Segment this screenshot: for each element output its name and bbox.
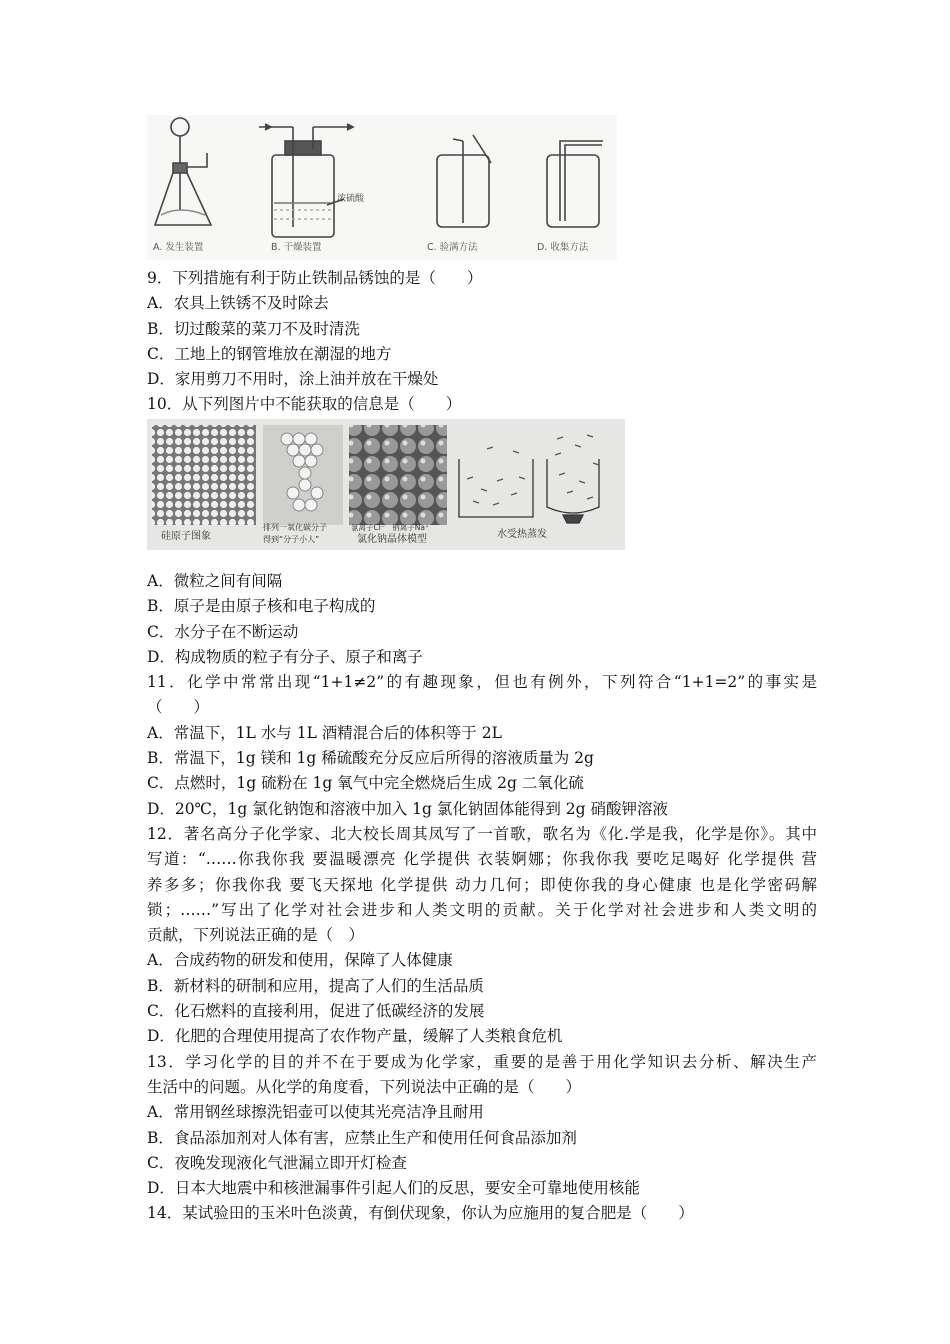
- q12-option-d: D．化肥的合理使用提高了农作物产量，缓解了人类粮食危机: [147, 1027, 563, 1046]
- q13-option-c: C．夜晚发现液化气泄漏立即开灯检查: [147, 1153, 407, 1172]
- caption-d: D. 收集方法: [537, 242, 589, 253]
- evaporation-image: [459, 459, 599, 523]
- q10-option-a: A．微粒之间有间隔: [147, 572, 283, 590]
- q10-stem: 10．从下列图片中不能获取的信息是（ ）: [147, 395, 462, 414]
- panel3-caption: 氯化钠晶体模型: [357, 534, 427, 545]
- q12-stem-line3: 养多多；你我你我 要飞天探地 化学提供 动力几何；即使你我的身心健康 也是化学密码解: [147, 875, 817, 894]
- q9-option-a: A．农具上铁锈不及时除去: [147, 294, 329, 313]
- caption-c: C. 验满方法: [427, 242, 478, 253]
- q11-stem-line1: 11．化学中常常出现“1+1≠2”的有趣现象，但也有例外，下列符合“1+1=2”的事实是: [147, 673, 817, 692]
- q9-option-c: C．工地上的钢管堆放在潮湿的地方: [147, 344, 392, 363]
- funnel-bulb: [171, 118, 189, 136]
- particles-figure: [147, 419, 625, 550]
- acid-label: 浓硫酸: [337, 194, 365, 204]
- panel4-caption: 水受热蒸发: [497, 529, 547, 540]
- q12-stem-line4: 锁；……”写出了化学对社会进步和人类文明的贡献。关于化学对社会进步和人类文明的: [147, 900, 817, 919]
- panel2-caption-line2: 得到“分子小人”: [263, 535, 320, 544]
- apparatus-drawing: [147, 115, 617, 260]
- q9-option-b: B．切过酸菜的菜刀不及时清洗: [147, 319, 360, 338]
- q12-stem-line1: 12．著名高分子化学家、北大校长周其凤写了一首歌，歌名为《化.学是我，化学是你》。其中: [147, 824, 817, 843]
- q11-option-c: C．点燃时，1g 硫粉在 1g 氧气中完全燃烧后生成 2g 二氧化硫: [147, 774, 584, 793]
- q12-option-a: A．合成药物的研发和使用，保障了人体健康: [147, 951, 453, 970]
- q9-stem: 9．下列措施有利于防止铁制品锈蚀的是（ ）: [147, 269, 483, 287]
- q10-option-c: C．水分子在不断运动: [147, 622, 299, 641]
- q10-option-d: D．构成物质的粒子有分子、原子和离子: [147, 647, 423, 666]
- q11-option-d: D．20℃，1g 氯化钠饱和溶液中加入 1g 氯化钠固体能得到 2g 硝酸钾溶液: [147, 799, 668, 818]
- question-block-main: [147, 569, 817, 1227]
- nacl-crystal-image: [349, 425, 447, 525]
- q11-option-b: B．常温下，1g 镁和 1g 稀硫酸充分反应后所得的溶液质量为 2g: [147, 749, 594, 768]
- q14-stem: 14．某试验田的玉米叶色淡黄，有倒伏现象，你认为应施用的复合肥是（ ）: [147, 1204, 694, 1223]
- panel1-caption: 硅原子图象: [161, 531, 211, 542]
- q12-option-b: B．新材料的研制和应用，提高了人们的生活品质: [147, 976, 484, 995]
- question-9: [147, 266, 817, 418]
- particles-drawing: [147, 419, 625, 550]
- caption-a: A. 发生装置: [153, 242, 204, 253]
- q12-stem-line2: 写道：“……你我你我 要温暖漂亮 化学提供 衣装婀娜；你我你我 要吃足喝好 化学提供 营: [147, 850, 817, 869]
- caption-b: B. 干燥装置: [271, 242, 322, 253]
- panel3-ions-label: 氯离子Cl⁻ 钠离子Na⁺: [351, 523, 429, 532]
- q12-option-c: C．化石燃料的直接利用，促进了低碳经济的发展: [147, 1002, 485, 1021]
- q11-stem-line2: （ ）: [147, 698, 210, 717]
- q13-option-b: B．食品添加剂对人体有害，应禁止生产和使用任何食品添加剂: [147, 1128, 577, 1147]
- q13-option-d: D．日本大地震中和核泄漏事件引起人们的反思，要安全可靠地使用核能: [147, 1179, 640, 1198]
- apparatus-figure: [147, 115, 617, 260]
- silicon-atom-image: [152, 425, 256, 525]
- q12-stem-line5: 贡献，下列说法正确的是（ ）: [147, 926, 365, 945]
- q11-option-a: A．常温下，1L 水与 1L 酒精混合后的体积等于 2L: [147, 723, 502, 742]
- q13-option-a: A．常用钢丝球擦洗铝壶可以使其光亮洁净且耐用: [147, 1103, 484, 1122]
- q13-stem-line2: 生活中的问题。从化学的角度看，下列说法中正确的是（ ）: [147, 1077, 582, 1096]
- panel2-caption-line1: 排列一氧化碳分子: [263, 523, 327, 532]
- q10-option-b: B．原子是由原子核和电子构成的: [147, 597, 376, 616]
- q9-option-d: D．家用剪刀不用时，涂上油并放在干燥处: [147, 370, 439, 389]
- q13-stem-line1: 13．学习化学的目的并不在于要成为化学家，重要的是善于用化学知识去分析、解决生产: [147, 1052, 817, 1071]
